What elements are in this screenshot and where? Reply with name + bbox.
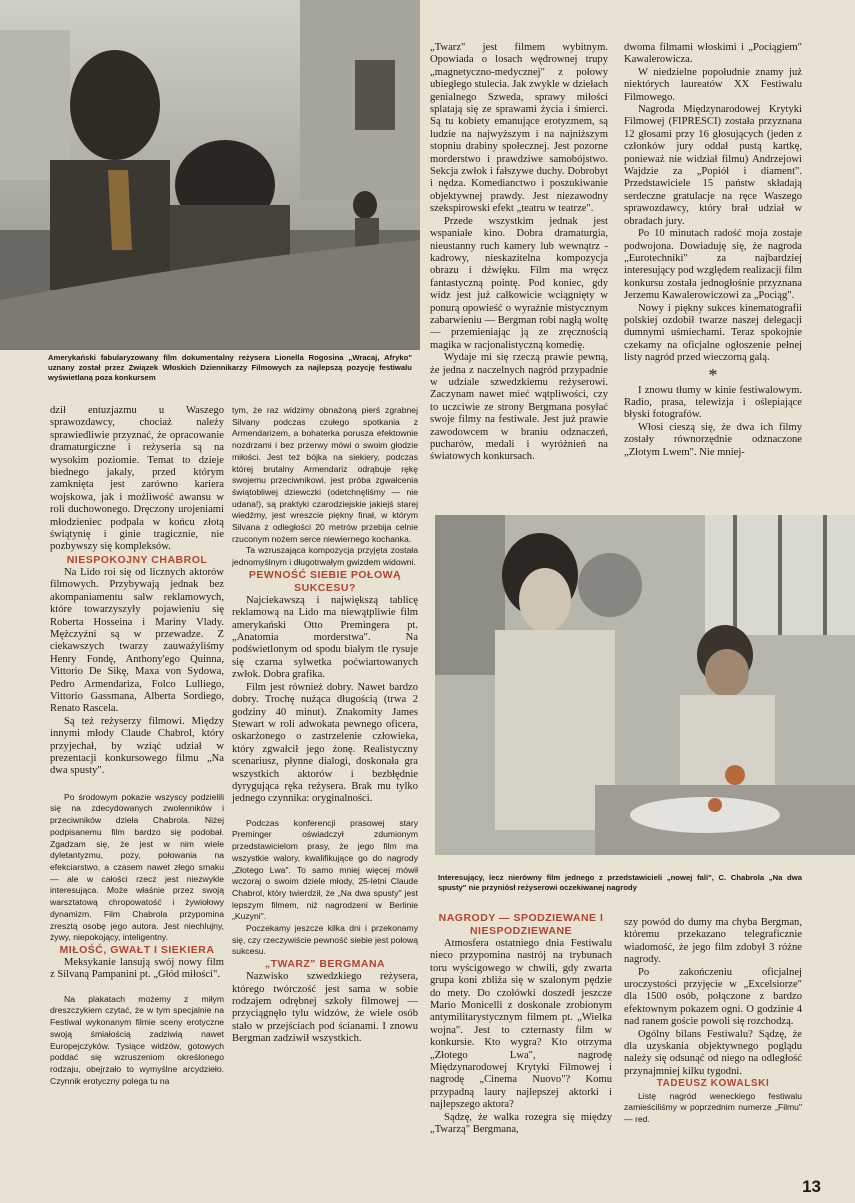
photo-caption: Amerykański fabularyzowany film dokumentalny reżysera Lionella Rogosina „Wracaj, Afryko" uznany został przez Związek Włoskich Dziennikarzy Filmowych za najlepszą pozycję festiwalu wyświetlaną poza konkursem xyxy=(48,353,412,382)
article-column-mid-top xyxy=(430,42,608,464)
paragraph: Na Lido roi się od licznych aktorów filmowych. Przybywają jednak bez akompaniamentu salw reklamowych, które towarzyszyły pojawieniu się Roberta Hosseina i Mariny Vlady. Mężczyźni są w przewadze. Z ciekawszych twarzy zauważyliśmy Henry Fondę, Anthony'ego Quinna, Vittorio De Sikę, Maxa von Sydowa, Pedro Armendariza, Folco Lulliego, Vittorio Gassmana, Alberta Sordiego, Renato Rascela. xyxy=(50,566,224,715)
paragraph: I znowu tłumy w kinie festiwalowym. Radio, prasa, telewizja i oślepiające błyski fotografów. xyxy=(624,384,802,421)
editor-note: Listę nagród weneckiego festiwalu zamieściliśmy w poprzednim numerze „Filmu" — red. xyxy=(624,1090,802,1125)
section-heading: „TWARZ" BERGMANA xyxy=(264,958,386,971)
paragraph: W niedzielne popołudnie znamy już niektórych laureatów XX Festiwalu Filmowego. xyxy=(624,66,802,103)
page-number: 13 xyxy=(802,1177,821,1196)
paragraph-small: Podczas konferencji prasowej stary Preminger oświadczył zdumionym przedstawicielom prasy, że jego film ma wszystkie walory, kwalifikujące go do nagrody „Złotego Lwa". To samo mniej więcej mówił wczoraj o swoim dziele młody, 25-letni Claude Chabrol, który twierdził, że „Na dwa spusty" jest lepszym filmem, niż nagrodzeni w Berlinie „Kuzyni". xyxy=(232,817,418,922)
article-column-1 xyxy=(50,405,224,1087)
photo-scene xyxy=(435,515,855,855)
paragraph: „Twarz" jest filmem wybitnym. Opowiada o losach wędrownej trupy „magnetyczno-medycznej" z połowy ubiegłego stulecia. Jak zwykle w dziełach genialnego Szweda, sprawy miłości splatają się ze sprawami życia i śmierci. Są tu kobiety emanujące erotyzmem, są ludzie na najwyższym i na najniższym stopniu drabiny społecznej. Jest pozorne morderstwo i prawdziwe samobójstwo. Sekcja zwłok i fałszywe duchy. Dobrobyt i nędza. Komedianctwo i poszukiwanie objektywnej prawdy. Jest niezawodny szekspirowski efekt „teatru w teatrze". xyxy=(430,42,608,215)
paragraph: Meksykanie lansują swój nowy film z Silvaną Pampanini pt. „Głód miłości". xyxy=(50,956,224,981)
asterisk-separator: * xyxy=(708,364,718,385)
article-column-4 xyxy=(624,917,802,1126)
paragraph: Atmosfera ostatniego dnia Festiwalu nieco przypomina nastrój na trybunach toru wyścigowego w chwili, gdy zwarta grupa koni zbliża się w szalonym pędzie do mety. Do czołówki doszedł jeszcze Mario Monicelli z doskonale zrobionym antymilitarystycznym filmem pt. „Wielka wojna". Jest to czternasty film w konkursie. Kto wygra? Kto otrzyma „Złotego Lwa", nagrodę Międzynarodowej Krytyki Filmowej i nagrodę „Cinema Nuovo"? Komu przypadną laury najlepszej aktorki i najlepszego aktora? xyxy=(430,938,612,1111)
section-heading: MIŁOŚĆ, GWAŁT I SIEKIERA xyxy=(59,943,215,956)
paragraph: Włosi cieszą się, że dwa ich filmy zostały równorzędnie odznaczone „Złotym Lwem". Nie mniej- xyxy=(624,421,802,458)
paragraph: Po 10 minutach radość moja zostaje podwojona. Dowiaduję się, że nagroda „Eurotechniki" za najbardziej interesujący pod względem realizacji film konkursu została jednogłośnie przyznana Jerzemu Kawalerowiczowi za „Pociąg". xyxy=(624,228,802,302)
paragraph: Najciekawszą i największą tablicę reklamową na Lido ma niewątpliwie film amerykański Otto Premingera pt. „Anatomia morderstwa". Na podświetlonym od spodu białym tle rysuje się czarna sylwetka poćwiartowanych zwłok. Dobra grafika. xyxy=(232,594,418,681)
article-column-right-top xyxy=(624,42,802,459)
paragraph: Ogólny bilans Festiwalu? Sądzę, że dla uzyskania objektywnego poglądu należy się odsunąć od niego na odległość przynajmniej kilku tygodni. xyxy=(624,1028,802,1077)
paragraph-small: Na plakatach możemy z miłym dreszczykiem czytać, że w tym specjalnie na Festiwal wykonanym filmie sceny erotyczne swoją śmiałością zadziwią nawet Europejczyków. Tysiące widzów, gotowych poddać się wzruszeniom określonego rodzaju, obejrzało to wymyślne arcydzieło. Czynnik erotyczny polega tu na xyxy=(50,993,224,1086)
paragraph: dwoma filmami włoskimi i „Pociągiem" Kawalerowicza. xyxy=(624,42,802,66)
paragraph: Są też reżyserzy filmowi. Między innymi młody Claude Chabrol, który przyjechał, by wziąć udział w prezentacji konkursowego filmu „Na dwa spusty". xyxy=(50,715,224,777)
paragraph: Przede wszystkim jednak jest wspaniałe kino. Dobra dramaturgia, nieustanny ruch kamery lub wewnątrz - kadrowy, nieskazitelna kompozycja obrazu i dźwięku. Film ma wręcz fantastyczną pointę. Pod koniec, gdy widz jest już całkowicie wciągnięty w ponurą opowieść o wyraźnie mistycznym zabarwieniu — Bergman robi nagłą woltę — przemieniając ją ze zręcznością magika w racjonalistyczną komedię. xyxy=(430,215,608,351)
paragraph-small: Ta wzruszająca kompozycja przyjęta została jednomyślnym i długotrwałym gwizdem widowni. xyxy=(232,545,418,568)
paragraph-small: Po środowym pokazie wszyscy podzielili się na zdecydowanych zwolenników i przeciwników dzieła Chabrola. Niżej podpisanemu film bardzo się podobał. Zgadzam się, że jest w nim wiele dyletantyzmu, pozy, połowania na efekciarstwo, a czasem nawet złego smaku — ale w całości rzecz jest niezwykle interesująca. Może właśnie przez swoją warsztatową chropowatość i żywiołowy dynamizm. Film Chabrola przypomina zresztą osobę jego autora. Jest niechlujny, żywy, niepokojący, inteligentny. xyxy=(50,791,224,943)
article-column-2 xyxy=(232,405,418,1046)
photo-chabrol-film xyxy=(435,515,855,855)
paragraph: Nazwisko szwedzkiego reżysera, którego twórczość jest sama w sobie rodzajem odrębnej szkoły filmowej — przyciągnęło tylu widzów, że wiele osób stało w przejściach pod ścianami. I znowu Bergman zadziwił wszystkich. xyxy=(232,971,418,1045)
section-heading: NIESPOKOJNY CHABROL xyxy=(66,553,208,566)
author-signature: TADEUSZ KOWALSKI xyxy=(656,1078,770,1090)
photo-scene xyxy=(0,0,420,350)
paragraph: szy powód do dumy ma chyba Bergman, któremu przekazano telegraficznie wiadomość, że jego film zdobył 3 różne nagrody. xyxy=(624,917,802,966)
paragraph-small: Poczekamy jeszcze kilka dni i przekonamy się, czy rzeczywiście pewność siebie jest połową sukcesu. xyxy=(232,923,418,957)
section-heading: NAGRODY — SPODZIEWANE I NIESPODZIEWANE xyxy=(438,912,604,937)
paragraph: Po zakończeniu oficjalnej uroczystości przyjęcie w „Excelsiorze" dla 1500 osób, połączone z bardzo efektownym pokazem ogni. O godzinie 4 nad ranem goście powoli się rozchodzą. xyxy=(624,966,802,1028)
paragraph: dził entuzjazmu u Waszego sprawozdawcy, chociaż należy sprawiedliwie przyznać, że opracowanie dramaturgiczne i reżyseria są na wysokim poziomie. Temat to dzieje biednego jakaly, przed którym zamknięta jest zarówno kariera wojskowa, jak i możliwość awansu w roli duchowonego. Dręczony urojeniami młodzieniec podpala w końcu złotą świątynię i ginie tragicznie, nie pozbywszy się kompleksów. xyxy=(50,405,224,553)
article-column-3 xyxy=(430,902,612,1137)
paragraph: Film jest również dobry. Nawet bardzo dobry. Trochę nużąca długością (trwa 2 godziny 40 minut). Znakomity James Stewart w roli adwokata pewnego oficera, oskarżonego o zastrzelenie człowieka, który zgwałcił jego żonę. Realistyczny scenariusz, płynne dialogi, doskonała gra wszystkich aktorów i bezbłędnie dyrygująca ręka reżysera. Brak mu tylko jednego czynnika: oryginalności. xyxy=(232,681,418,805)
paragraph: Sądzę, że walka rozegra się między „Twarzą" Bergmana, xyxy=(430,1111,612,1136)
photo-come-back-africa xyxy=(0,0,420,350)
paragraph: Nagroda Międzynarodowej Krytyki Filmowej (FIPRESCI) została przyznana 12 głosami przy 16 głosujących (jeden z członków jury oddał pustą kartkę, ponieważ nie widział filmu) Andrzejowi Wajdzie za „Popiół i diament". Przedstawiciele 15 państw składają serdeczne gratulacje na ręce Waszego sprawozdawcy, który brał udział w obradach jury. xyxy=(624,104,802,227)
section-heading: PEWNOŚĆ SIEBIE POŁOWĄ SUKCESU? xyxy=(248,568,402,594)
paragraph: Nowy i piękny sukces kinematografii polskiej ozdobił twarze naszej delegacji dumnymi uśmiechami. Teraz spokojnie czekamy na oficjalne ogłoszenie pełnej listy nagród przed wieczorną galą. xyxy=(624,302,802,364)
photo-caption: Interesujący, lecz nierówny film jednego z przedstawicieli „nowej fali", C. Chabrola „Na dwa spusty" nie przyniósł reżyserowi oczekiwanej nagrody xyxy=(438,873,802,892)
paragraph: Wydaje mi się rzeczą prawie pewną, że jedna z naczelnych nagród przypadnie w udziale szwedzkiemu reżyserowi. Zaczynam nawet mieć wątpliwości, czy to uczciwie ze strony Bergmana posyłać swoje filmy na festiwale. Jest już prawie zawodowcem w braniu odznaczeń, pucharów, medali i wyróżnień na światowych konkursach. xyxy=(430,352,608,463)
paragraph-small: tym, że raz widzimy obnażoną pierś zgrabnej Silvany podczas czułego spotkania z Armendarizem, a bohaterka porusza efektownie nozdrzami i bez przerwy mówi o swoim głodzie miłości. Jest też bójka na siekiery, podczas której brutalny Armendariz odrąbuje rękę swojemu przeciwnikowi, jest próba zgwałcenia świątobliwej dziewczki (odetchnęliśmy — nie udana!), są praktyki czarodziejskie jakiejś starej wiedźmy, jest wreszcie piękny finał, w którym Silvana z odległości 20 metrów przebija celnie rzuconym nożem serce niewiernego kochanka. xyxy=(232,405,418,544)
